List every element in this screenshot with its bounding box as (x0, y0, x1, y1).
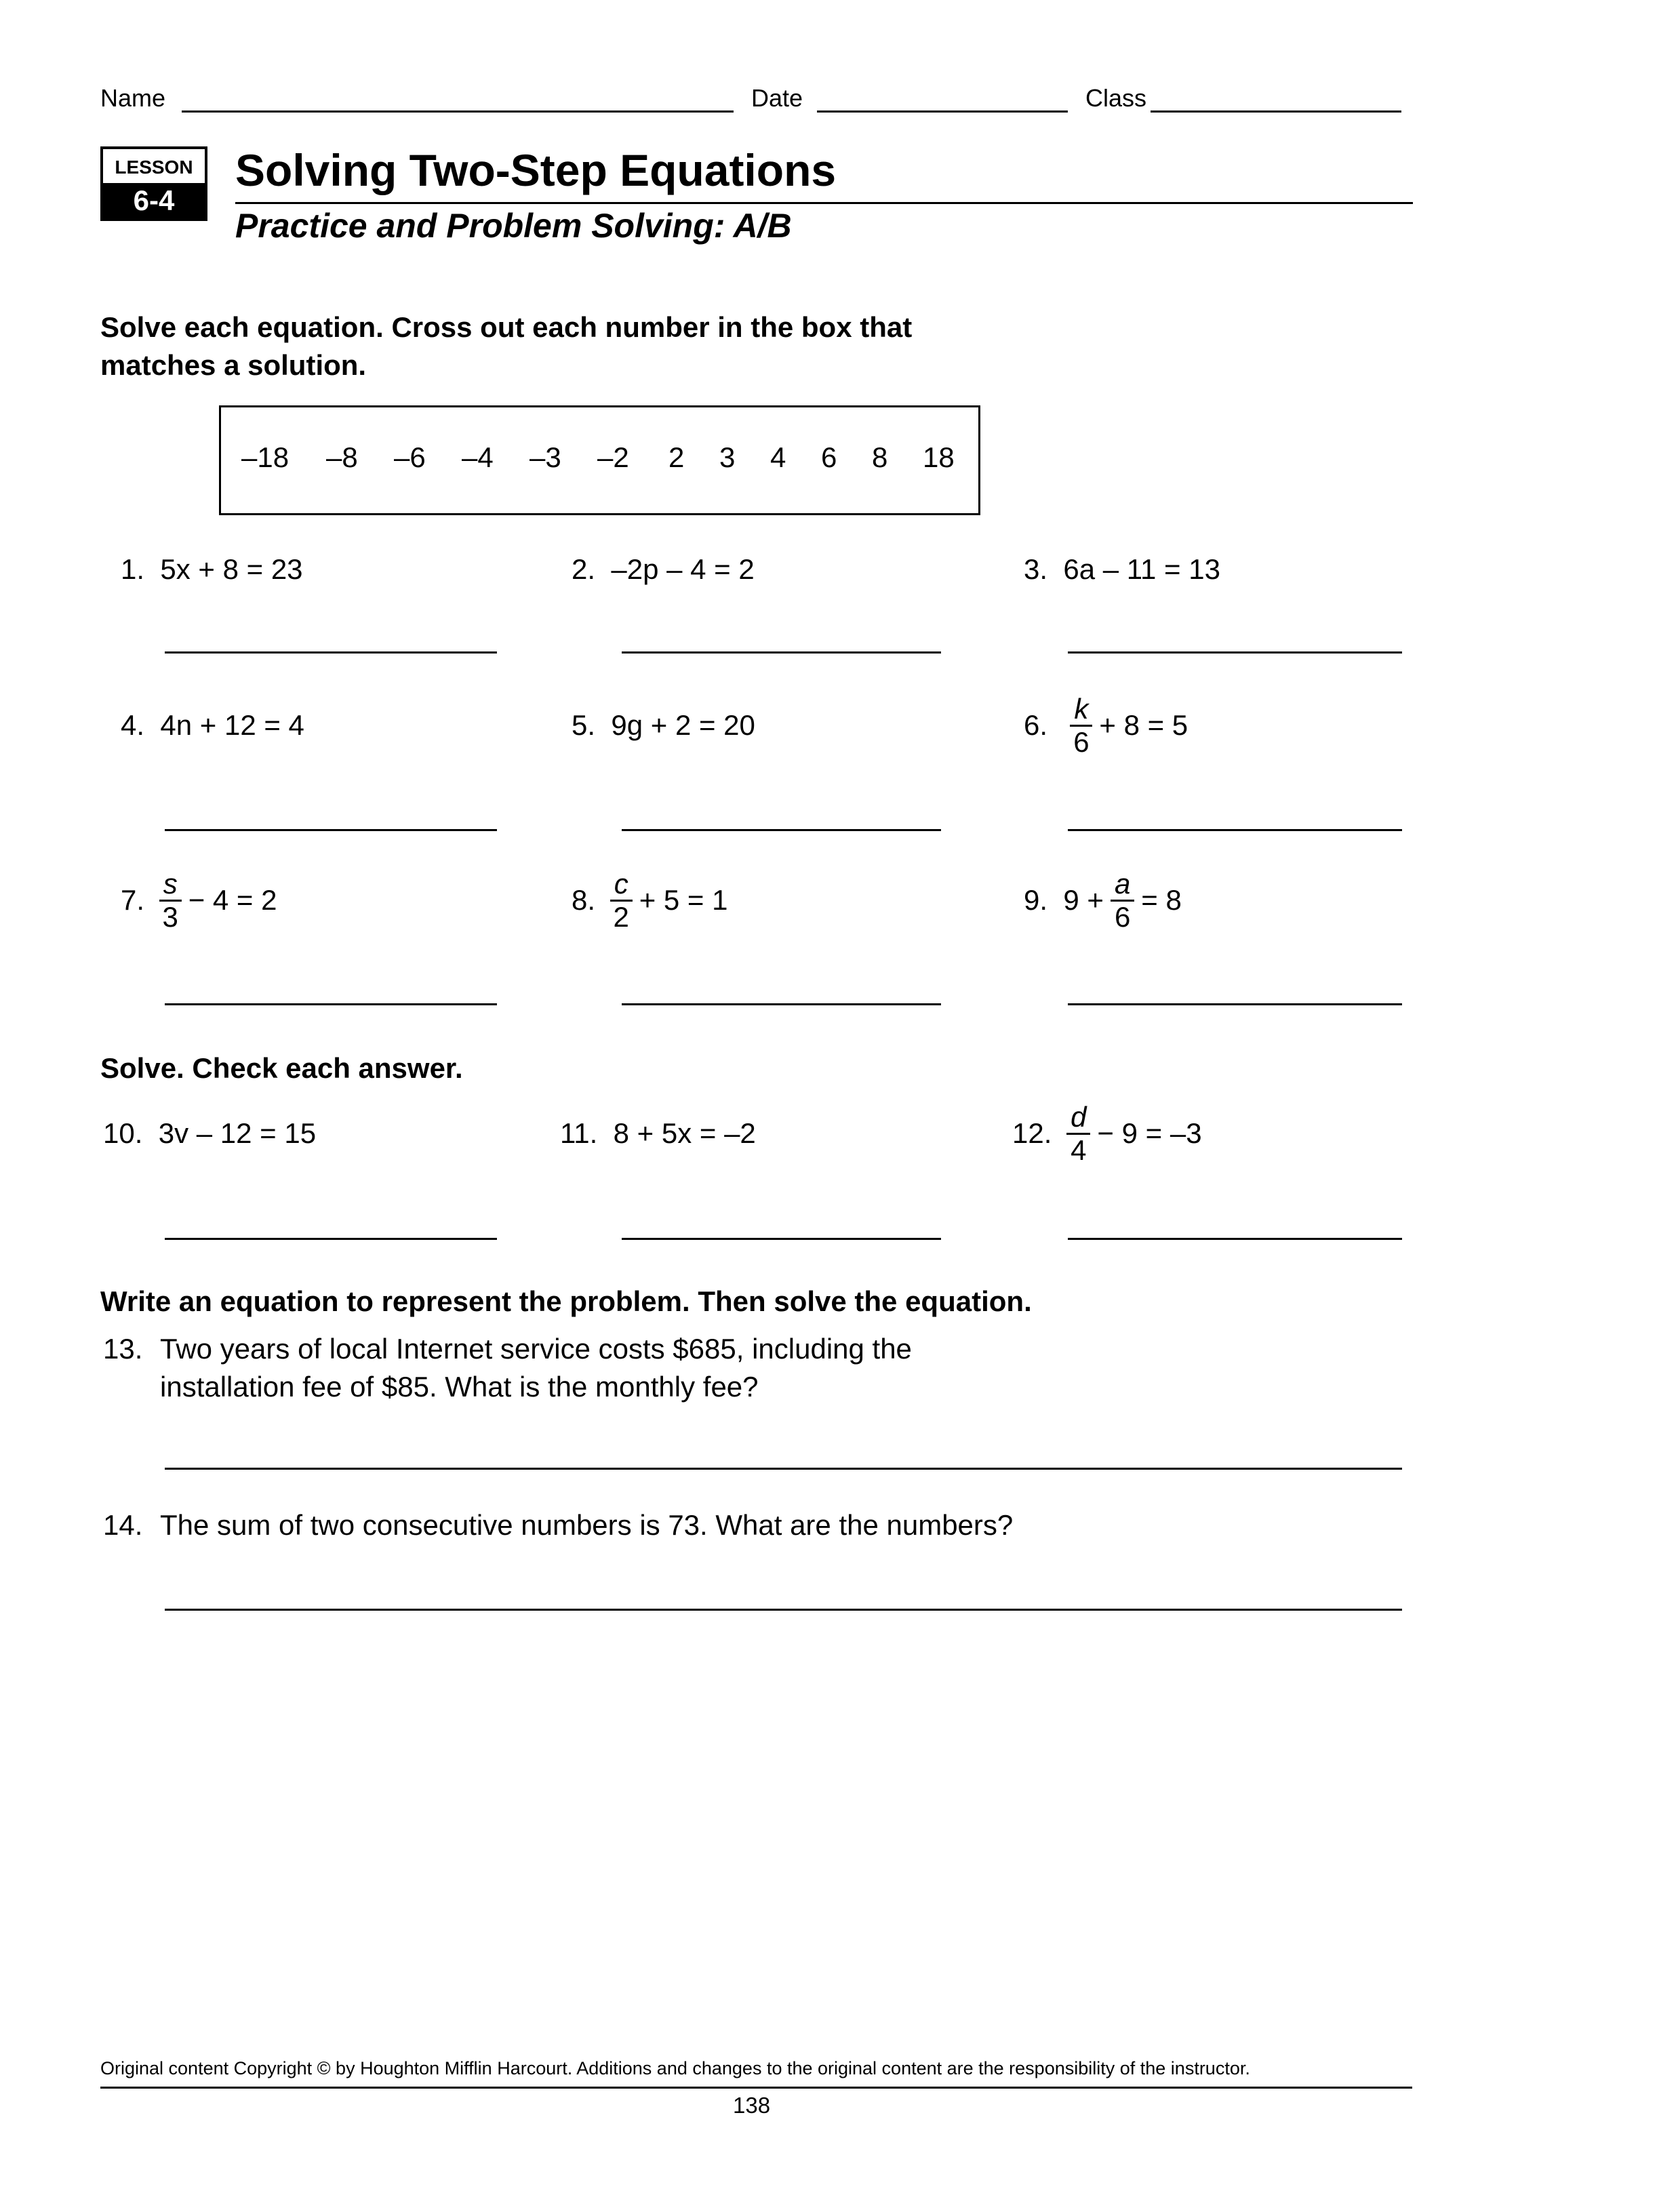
problem-number: 3. (1024, 553, 1048, 585)
page-title: Solving Two-Step Equations (235, 145, 837, 195)
answer-line-4[interactable] (165, 829, 497, 831)
fraction (1111, 867, 1134, 933)
answer-line-12[interactable] (1068, 1238, 1402, 1240)
lesson-badge (100, 146, 207, 221)
problem-number: 4. (121, 709, 145, 741)
name-field[interactable] (182, 110, 734, 113)
problem-number: 12. (1012, 1117, 1052, 1149)
problem-11 (560, 1100, 756, 1167)
answer-line-10[interactable] (165, 1238, 497, 1240)
problem-2 (572, 536, 755, 603)
problem-1 (121, 536, 303, 603)
problem-6 (1024, 691, 1188, 759)
section3-instruction: Write an equation to represent the problem. Then solve the equation. (100, 1285, 1032, 1317)
box-number[interactable]: –2 (597, 441, 629, 473)
answer-line-13[interactable] (165, 1468, 1402, 1470)
date-field[interactable] (817, 110, 1068, 113)
problem-14-text: The sum of two consecutive numbers is 73. What are the numbers? (160, 1509, 1014, 1541)
section1-instruction-line1: Solve each equation. Cross out each number in the box that (100, 311, 913, 343)
answer-line-11[interactable] (622, 1238, 941, 1240)
problem-13-line1: Two years of local Internet service costs $685, including the (160, 1333, 912, 1365)
fraction (610, 867, 633, 933)
equation: 5x + 8 = 23 (160, 553, 303, 585)
fraction-numerator: k (1070, 695, 1092, 727)
title-divider (235, 202, 1413, 204)
equation: 9g + 2 = 20 (611, 709, 755, 741)
answer-line-1[interactable] (165, 651, 497, 653)
fraction-denominator: 3 (162, 900, 178, 933)
equation-rest: + 8 = 5 (1099, 709, 1188, 741)
problem-5 (572, 691, 755, 759)
fraction-denominator: 6 (1073, 725, 1090, 758)
answer-line-6[interactable] (1068, 829, 1402, 831)
fraction (1066, 1100, 1090, 1166)
problem-3 (1024, 536, 1220, 603)
answer-number-box (219, 405, 980, 515)
problem-12 (1012, 1100, 1202, 1167)
problem-number: 9. (1024, 884, 1048, 916)
equation: 4n + 12 = 4 (160, 709, 304, 741)
equation: –2p – 4 = 2 (611, 553, 755, 585)
box-number[interactable]: –18 (241, 441, 289, 473)
fraction-denominator: 2 (613, 900, 629, 933)
answer-line-2[interactable] (622, 651, 941, 653)
problem-10 (103, 1100, 316, 1167)
answer-line-5[interactable] (622, 829, 941, 831)
box-number[interactable]: –6 (394, 441, 426, 473)
equation: 8 + 5x = –2 (613, 1117, 756, 1149)
name-label: Name (100, 84, 166, 112)
page-number: 138 (733, 2093, 771, 2118)
box-number[interactable]: –4 (462, 441, 494, 473)
equation-start: 9 + (1063, 884, 1104, 916)
problem-number: 6. (1024, 709, 1048, 741)
answer-line-14[interactable] (165, 1609, 1402, 1611)
fraction-numerator: d (1066, 1103, 1090, 1135)
problem-number: 5. (572, 709, 596, 741)
equation: 3v – 12 = 15 (158, 1117, 317, 1149)
fraction-numerator: c (610, 870, 633, 902)
problem-9 (1024, 866, 1182, 934)
problem-8 (572, 866, 727, 934)
problem-number: 2. (572, 553, 596, 585)
equation-rest: = 8 (1141, 884, 1182, 916)
box-number[interactable]: 18 (923, 441, 955, 473)
lesson-label: LESSON (115, 157, 193, 178)
date-label: Date (751, 84, 803, 112)
problem-number: 10. (103, 1117, 143, 1149)
box-number[interactable]: 3 (719, 441, 736, 473)
copyright-notice: Original content Copyright © by Houghton Mifflin Harcourt. Additions and changes to the original content are the responsibility of the instructor. (100, 2058, 1250, 2078)
problem-number: 1. (121, 553, 145, 585)
problem-number: 8. (572, 884, 596, 916)
footer-divider (100, 2087, 1412, 2089)
answer-line-3[interactable] (1068, 651, 1402, 653)
equation: 6a – 11 = 13 (1063, 553, 1220, 585)
equation-rest: − 4 = 2 (188, 884, 277, 916)
equation-rest: − 9 = –3 (1097, 1117, 1202, 1149)
lesson-number: 6-4 (103, 183, 205, 218)
box-number[interactable]: 6 (821, 441, 837, 473)
class-label: Class (1085, 84, 1147, 112)
box-number[interactable]: –8 (326, 441, 358, 473)
fraction-denominator: 4 (1071, 1133, 1087, 1166)
problem-13-number: 13. (103, 1333, 143, 1365)
box-number[interactable]: 8 (872, 441, 888, 473)
fraction (159, 867, 182, 933)
problem-number: 11. (560, 1117, 598, 1149)
page-subtitle: Practice and Problem Solving: A/B (235, 207, 792, 245)
problem-4 (121, 691, 304, 759)
answer-line-9[interactable] (1068, 1003, 1402, 1005)
answer-line-8[interactable] (622, 1003, 941, 1005)
class-field[interactable] (1151, 110, 1401, 113)
equation-rest: + 5 = 1 (639, 884, 728, 916)
box-number[interactable]: 2 (668, 441, 685, 473)
problem-13-line2: installation fee of $85. What is the monthly fee? (160, 1371, 759, 1403)
problem-number: 7. (121, 884, 145, 916)
fraction-numerator: a (1111, 870, 1134, 902)
fraction (1070, 692, 1092, 758)
section1-instruction-line2: matches a solution. (100, 349, 367, 381)
box-number[interactable]: 4 (770, 441, 786, 473)
problem-14-number: 14. (103, 1509, 143, 1541)
box-number[interactable]: –3 (530, 441, 561, 473)
section2-instruction: Solve. Check each answer. (100, 1052, 463, 1084)
answer-line-7[interactable] (165, 1003, 497, 1005)
fraction-denominator: 6 (1114, 900, 1131, 933)
fraction-numerator: s (159, 870, 182, 902)
problem-7 (121, 866, 277, 934)
